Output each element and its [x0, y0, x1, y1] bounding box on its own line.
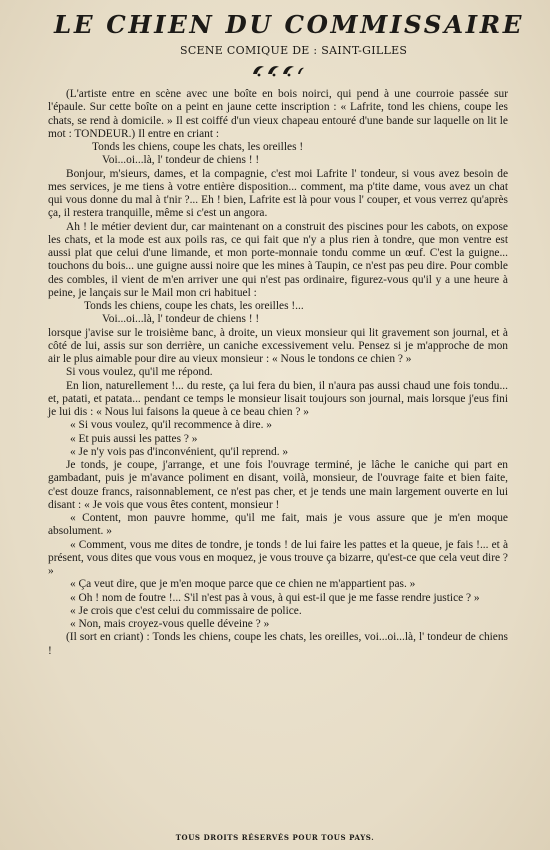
cry-line: Voi...oi...là, l' tondeur de chiens ! ! [102, 154, 260, 167]
ornament-divider [48, 62, 508, 82]
paragraph: En lion, naturellement !... du reste, ça lui fera du bien, il n'aura pas aussi chaud une fois tondu... et, patati, et patata... pendant ce temps le monsieur lisait toujours son journal, mais lorsque j'eus fini je lui dis : « Nous lui faisons la queue à ce beau chien ? » [48, 379, 508, 418]
dialogue-line: « Si vous voulez, qu'il recommence à dire. » [70, 419, 272, 432]
document-title: LE CHIEN DU COMMISSAIRE [54, 10, 524, 39]
dialogue-line: « Comment, vous me dites de tondre, je tonds ! de lui faire les pattes et la queue, je fais !... et à présent, vous dites que vous vous en moquez, je vous trouve ça bizarre, qu'est-ce que cela veut dire ? » [48, 538, 508, 577]
dialogue-line: « Ça veut dire, que je m'en moque parce que ce chien ne m'appartient pas. » [70, 578, 416, 591]
dialogue-line: « Content, mon pauvre homme, qu'il me fait, mais je vous assure que je m'en moque absolument. » [48, 512, 508, 538]
stage-direction-intro: (L'artiste entre en scène avec une boîte en bois noirci, qui pend à une courroie passée sur l'épaule. Sur cette boîte on a peint en jaune cette inscription : « Lafrite, tond les chiens, coupe les chats, se rend à domicile. » Il est coiffé d'un vieux chapeau entouré d'une bande sur laquelle on lit le mot : TONDEUR.) Il entre en criant : [48, 88, 508, 140]
paragraph: Bonjour, m'sieurs, dames, et la compagnie, c'est moi Lafrite l' tondeur, si vous avez besoin de mes services, je me tiens à votre entière disposition... comment, ma p'tite dame, vous avez un chat qui vous donne du mal à t'nir ?... Eh ! bien, Lafrite est là pour vous l' couper, et vous verrez qu'après ça, il restera tranquille, même si c'est un angora. [48, 167, 508, 220]
dialogue-line: « Je crois que c'est celui du commissaire de police. [70, 604, 302, 617]
paragraph: Ah ! le métier devient dur, car maintenant on a construit des piscines pour les cabots, on expose les chats, et la mode est aux poils ras, ce qui fait que n'y a plus rien à tondre, que mon ventre est aussi plat que celui d'une limande, et mon porte-monnaie tondu comme un œuf. C'est la guigne... touchons du bois... une guigne aussi noire que les mines à Taupin, ce n'est pas peu dire. Pour comble des combles, il vient de m'en arriver une qui n'est pas ordinaire, figurez-vous qu'il y a une heure à peine, je lançais sur le Mail mon cri habituel : [48, 220, 508, 299]
ornament-icon [249, 63, 307, 77]
document-subtitle: SCENE COMIQUE DE : SAINT-GILLES [180, 44, 408, 57]
paragraph: Si vous voulez, qu'il me répond. [66, 366, 213, 379]
dialogue-line: « Oh ! nom de foutre !... S'il n'est pas à vous, à qui est-il que je me fasse rendre justice ? » [70, 591, 480, 604]
dialogue-line: « Et puis aussi les pattes ? » [70, 432, 198, 445]
dialogue-line: « Je n'y vois pas d'inconvénient, qu'il reprend. » [70, 445, 289, 458]
paragraph: lorsque j'avise sur le troisième banc, à droite, un vieux monsieur qui lit gravement son journal, et à côté de lui, assis sur son derrière, un caniche excessivement velu. Pensez si je m'approche de mon air le plus aimable pour dire au vieux monsieur : « Nous le tondons ce chien ? » [48, 326, 508, 365]
cry-line: Tonds les chiens, coupe les chats, les oreilles ! [92, 141, 304, 153]
scene-text [48, 88, 508, 658]
dialogue-line: « Non, mais croyez-vous quelle déveine ? » [70, 618, 270, 630]
cry-line: Tonds les chiens, coupe les chats, les oreilles !... [84, 300, 304, 312]
paragraph: Je tonds, je coupe, j'arrange, et une fois l'ouvrage terminé, je lâche le caniche qui part en gambadant, puis je m'avance poliment en disant, voilà, monsieur, de l'ouvrage faite et bien faite, c'est douze francs, raisonnablement, ce n'est pas cher, et je tends une main largement ouverte en lui disant : « Je vois que vous êtes content, monsieur ! [48, 459, 508, 511]
stage-direction-exit: (Il sort en criant) : Tonds les chiens, coupe les chats, les oreilles, voi...oi...là, l' tondeur de chiens ! [48, 631, 508, 657]
cry-line: Voi...oi...là, l' tondeur de chiens ! ! [102, 313, 260, 326]
rights-notice: TOUS DROITS RÉSERVÉS POUR TOUS PAYS. [175, 833, 375, 842]
